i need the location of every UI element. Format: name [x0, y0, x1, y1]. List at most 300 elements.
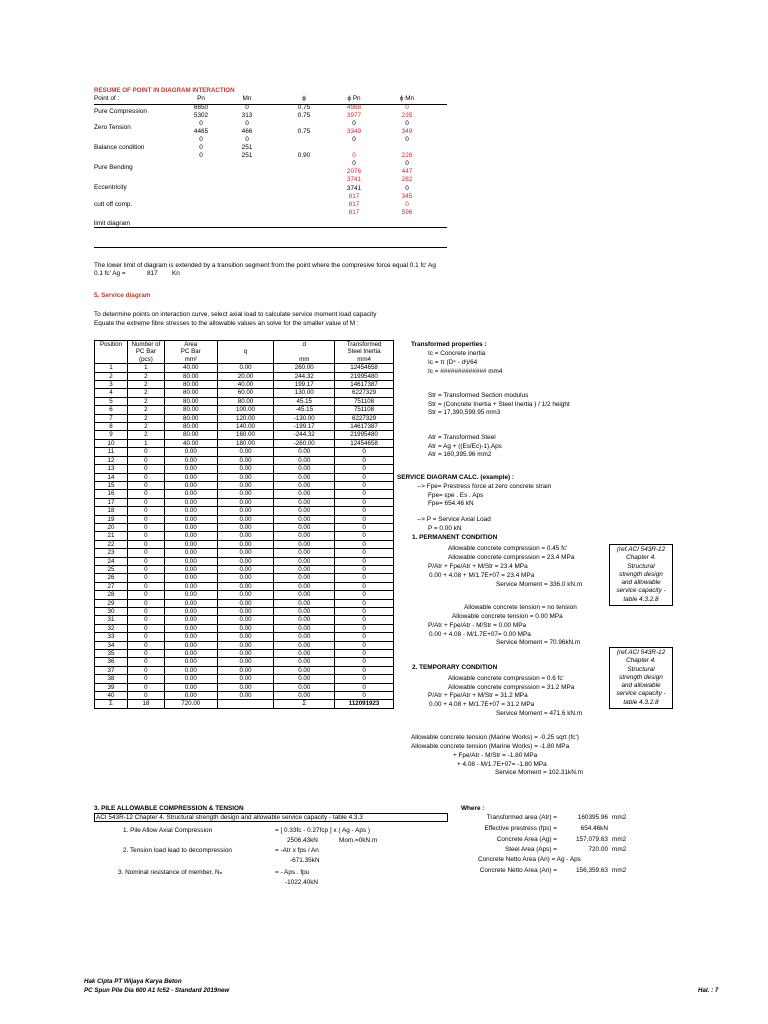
table-cell: 0.00 [164, 540, 217, 548]
table-cell: 0.00 [217, 608, 274, 616]
where-value: 160395.96 [577, 814, 608, 821]
resume-header-point: Point of : [94, 95, 120, 102]
table-cell: 2 [127, 397, 164, 405]
table-header-row [95, 348, 394, 355]
table-cell: mm² [164, 356, 217, 364]
temporary-line: 0.00 + 4.08 + M/1.7E+07 = 31.2 MPa [429, 701, 535, 708]
resume-cell: 0.75 [297, 111, 311, 119]
table-row [95, 523, 394, 531]
table-cell: 160.00 [217, 431, 274, 439]
table-row [95, 406, 394, 414]
table-cell: 2 [127, 389, 164, 397]
table-cell: 0.00 [217, 481, 274, 489]
table-cell: -260.00 [274, 439, 335, 447]
table-cell: 14617387 [335, 381, 394, 389]
ref-box-temporary: (ref.ACI 543R-12 Chapter 4. Structural strength design and allowable service capacity - table 4.3.2.8 [609, 647, 673, 709]
table-cell: 0.00 [274, 565, 335, 573]
table-cell: 0 [335, 692, 394, 700]
table-cell: 0 [335, 599, 394, 607]
table-row [95, 675, 394, 683]
resume-cell: 3741 [346, 176, 362, 184]
table-row [95, 372, 394, 380]
table-cell: 0.00 [164, 692, 217, 700]
where-value: 654.46kN [580, 825, 608, 832]
table-cell: 0 [335, 658, 394, 666]
resume-row-label: Balance condition [94, 143, 145, 151]
table-cell: 0.00 [217, 364, 274, 372]
table-cell: 0.00 [274, 692, 335, 700]
table-cell: 0.00 [164, 658, 217, 666]
table-cell: 34 [95, 641, 128, 649]
resume-cell: 0 [405, 103, 409, 111]
table-cell: 0 [127, 465, 164, 473]
resume-note2-unit: Kn [172, 270, 180, 277]
table-cell: 1 [127, 364, 164, 372]
table-row [95, 532, 394, 540]
table-cell: 0.00 [164, 616, 217, 624]
resume-cell: 5302 [193, 111, 209, 119]
table-cell: 0 [335, 498, 394, 506]
table-cell: 22 [95, 540, 128, 548]
table-cell: 0.00 [164, 591, 217, 599]
service-intro-1: To determine points on interaction curve, select axial load to calculate service moment load capacity [94, 311, 377, 318]
table-cell: 14617387 [335, 423, 394, 431]
table-row [95, 439, 394, 447]
table-cell: 0.00 [217, 565, 274, 573]
table-cell: 0 [127, 448, 164, 456]
table-cell: 120.00 [217, 414, 274, 422]
table-cell: -244.32 [274, 431, 335, 439]
resume-cell: 313 [241, 111, 253, 119]
table-cell: 27 [95, 582, 128, 590]
table-cell: 0.00 [164, 523, 217, 531]
table-cell: 0.00 [217, 599, 274, 607]
table-header-row [95, 356, 394, 364]
table-row [95, 498, 394, 506]
table-cell: 0.00 [164, 666, 217, 674]
table-cell: 0 [335, 448, 394, 456]
table-cell [274, 348, 335, 355]
resume-cell: 0 [245, 135, 249, 143]
table-cell: 751108 [335, 406, 394, 414]
table-row [95, 633, 394, 641]
resume-cell: 0 [245, 119, 249, 127]
table-cell: 0.00 [274, 532, 335, 540]
resume-cell: 447 [401, 168, 413, 176]
resume-title: RESUME OF POINT IN DIAGRAM INTERACTION [94, 87, 235, 94]
pile-item-value: 2506.43kN [287, 837, 318, 844]
table-cell: 180.00 [217, 439, 274, 447]
table-cell: 36 [95, 658, 128, 666]
table-cell: 13 [95, 465, 128, 473]
table-cell: 0.00 [217, 448, 274, 456]
table-cell: 0 [127, 549, 164, 557]
where-label: Transformed area (Atr) = [486, 814, 557, 821]
example-line: Fpe= εpe . Es . Aps [428, 491, 484, 499]
resume-cell: 0 [352, 119, 356, 127]
resume-cell: 0.75 [297, 127, 311, 135]
resume-cell: 251 [241, 144, 253, 151]
table-row [95, 591, 394, 599]
table-cell: 0.00 [217, 591, 274, 599]
table-cell: 0 [127, 498, 164, 506]
where-title: Where : [461, 805, 485, 812]
resume-header: ϕ [302, 95, 306, 102]
table-cell: 0 [335, 540, 394, 548]
table-cell: 0 [127, 666, 164, 674]
table-row [95, 582, 394, 590]
table-row [95, 683, 394, 691]
table-cell: 40.00 [164, 364, 217, 372]
table-cell: 40 [95, 692, 128, 700]
table-cell: 0.00 [274, 624, 335, 632]
resume-cell: 0 [405, 119, 409, 127]
ref-box-permanent: (ref.ACI 543R-12 Chapter 4. Structural strength design and allowable service capacity - table 4.3.2.8 [609, 544, 673, 606]
table-cell: 0 [127, 490, 164, 498]
table-cell: 0 [335, 633, 394, 641]
table-row [95, 624, 394, 632]
table-cell: 0 [127, 523, 164, 531]
table-cell: 7 [95, 414, 128, 422]
table-cell: 0 [335, 465, 394, 473]
table-cell: 0.00 [164, 683, 217, 691]
permanent-line: P/Atr + Fpe/Atr + M/Str = 23.4 MPa [428, 563, 528, 570]
table-cell: 0.00 [217, 666, 274, 674]
table-cell: 0 [127, 574, 164, 582]
where-unit: mm2 [612, 867, 627, 874]
props-line: Ic = π (D⁴ - dᶦ)/64 [428, 359, 478, 366]
where-label: Steel Area (Aps) = [504, 846, 557, 853]
table-cell: 0.00 [164, 515, 217, 523]
table-cell: 0 [335, 523, 394, 531]
table-cell: 0.00 [217, 650, 274, 658]
table-cell: 0 [127, 582, 164, 590]
table-cell: 2 [127, 431, 164, 439]
pile-item-label: 1. Pile Allow Axial Compression [123, 827, 213, 834]
table-cell: 0.00 [274, 574, 335, 582]
table-row [95, 364, 394, 372]
resume-cell: 817 [348, 192, 360, 200]
table-cell: 35 [95, 650, 128, 658]
table-cell: 0 [127, 599, 164, 607]
table-cell: 0.00 [164, 565, 217, 573]
table-row [95, 608, 394, 616]
permanent-line: Service Moment = 70.96kN.m [496, 639, 581, 646]
table-row [95, 473, 394, 481]
temporary-line: + Fpe/Atr - M/Str = -1.80 MPa [453, 752, 538, 759]
table-cell: 0 [335, 557, 394, 565]
table-cell: 140.00 [217, 423, 274, 431]
where-value: 720.00 [588, 846, 608, 853]
table-cell: 0 [335, 650, 394, 658]
table-cell: 0 [335, 683, 394, 691]
resume-row-label: limit diagram [94, 219, 131, 227]
footer-copyright: Hak Cipta PT Wijaya Karya Beton [84, 978, 182, 985]
table-cell: 0.00 [274, 616, 335, 624]
table-cell: 0.00 [164, 448, 217, 456]
table-cell: 9 [95, 431, 128, 439]
pile-item-formula: = [ 0.33fc - 0.27fcp ] x ( Ag - Aps ) [275, 827, 371, 834]
table-cell: 0.00 [164, 557, 217, 565]
table-cell [95, 348, 128, 355]
table-row [95, 666, 394, 674]
table-cell: 0.00 [274, 675, 335, 683]
table-cell: 12454658 [335, 439, 394, 447]
pile-item-value: -1022.40kN [285, 879, 319, 886]
table-cell: 0 [335, 549, 394, 557]
props-line: Ic = Concrete inertia [428, 350, 486, 357]
table-cell: 40.00 [217, 381, 274, 389]
table-cell: 0 [127, 616, 164, 624]
table-cell: 80.00 [164, 406, 217, 414]
table-cell: 0 [335, 473, 394, 481]
resume-cell: 345 [401, 192, 413, 200]
resume-cell: 6650 [193, 103, 209, 111]
table-cell: 30 [95, 608, 128, 616]
table-cell: 0.00 [274, 557, 335, 565]
table-cell: 11 [95, 448, 128, 456]
table-cell: 0 [127, 507, 164, 515]
table-cell: 100.00 [217, 406, 274, 414]
example-line: --> Fpe= Prestress force at zero concrete strain [417, 483, 552, 490]
where-value: 157,079.63 [576, 836, 608, 843]
table-cell: 31 [95, 616, 128, 624]
table-cell: 0.00 [164, 507, 217, 515]
table-cell: 0.00 [217, 624, 274, 632]
resume-cell: 0 [405, 200, 409, 208]
table-row [95, 490, 394, 498]
table-cell: 45.15 [274, 397, 335, 405]
table-cell: Σ [274, 700, 335, 708]
table-cell: 0.00 [217, 532, 274, 540]
table-row [95, 574, 394, 582]
resume-row-label: Pure Compression [94, 107, 147, 115]
table-cell: 2 [127, 423, 164, 431]
temporary-title: 2. TEMPORARY CONDITION [412, 664, 498, 671]
resume-cell: 0 [352, 152, 356, 160]
table-cell: 0.00 [217, 549, 274, 557]
table-cell: 0 [127, 532, 164, 540]
table-cell: 0.00 [274, 633, 335, 641]
table-cell: 0 [127, 473, 164, 481]
table-cell: 0.00 [274, 608, 335, 616]
table-cell: 0.00 [274, 490, 335, 498]
table-cell: 28 [95, 591, 128, 599]
table-cell: 0.00 [164, 473, 217, 481]
resume-cell: 282 [401, 176, 413, 184]
table-cell: 0 [335, 675, 394, 683]
resume-cell: 0 [352, 135, 356, 143]
temporary-line: Allowable concrete tension (Marine Works) = -0.25 sqrt (fc') [411, 734, 579, 741]
table-cell: Area [164, 341, 217, 349]
table-cell: 0 [335, 641, 394, 649]
table-cell: 0 [127, 481, 164, 489]
resume-cell: 4988 [346, 103, 362, 111]
table-cell: 8 [95, 423, 128, 431]
temporary-line: Service Moment = 102.31kN.m [495, 769, 583, 776]
table-cell: 0.00 [164, 465, 217, 473]
table-cell: 0 [335, 574, 394, 582]
table-cell [217, 700, 274, 708]
table-cell: 6227329 [335, 414, 394, 422]
pile-item-label: 3. Nominal resistance of member, Nₙ [118, 869, 223, 876]
table-cell: 0.00 [217, 515, 274, 523]
table-cell: Number of [127, 341, 164, 349]
table-cell: 0.00 [164, 498, 217, 506]
table-row [95, 381, 394, 389]
table-cell: 0.00 [164, 641, 217, 649]
resume-cell: 251 [241, 152, 253, 160]
table-cell: 0 [127, 591, 164, 599]
table-header-row [95, 341, 394, 349]
table-cell: 0.00 [217, 683, 274, 691]
table-row [95, 507, 394, 515]
permanent-line: Allowable concrete tension = no tension [464, 604, 577, 611]
table-cell: 2 [95, 372, 128, 380]
table-row [95, 616, 394, 624]
table-cell: 15 [95, 481, 128, 489]
resume-header: ϕ Mn [399, 95, 415, 102]
table-cell: 80.00 [164, 397, 217, 405]
resume-cell: 596 [401, 208, 413, 216]
table-cell: (pcs) [127, 356, 164, 364]
temporary-line: Service Moment = 471.6 kN.m [496, 709, 583, 717]
table-cell: 3 [95, 381, 128, 389]
table-row [95, 599, 394, 607]
table-row [95, 549, 394, 557]
table-cell: 0 [127, 624, 164, 632]
table-cell: 21 [95, 532, 128, 540]
table-cell: 0.00 [164, 675, 217, 683]
table-cell: 260.00 [274, 364, 335, 372]
table-cell: 0.00 [274, 507, 335, 515]
table-cell: 0 [127, 565, 164, 573]
pile-item-label: 2. Tension load lead to decompression [123, 847, 232, 854]
service-intro-2: Equate the extreme fibre stresses to the allowable values an solve for the smaller value of M : [94, 320, 359, 327]
table-cell: 0.00 [274, 456, 335, 464]
where-label: Effective prestress (fps) = [484, 825, 557, 832]
table-cell: 0 [335, 456, 394, 464]
resume-rule [94, 247, 447, 248]
table-cell: 0.00 [164, 624, 217, 632]
table-cell: 0 [127, 540, 164, 548]
table-cell: 0 [335, 507, 394, 515]
where-line: Concrete Netto Area (An) = Ag - Aps [478, 856, 581, 863]
pile-title: 3. PILE ALLOWABLE COMPRESSION & TENSION [94, 805, 244, 812]
resume-header: Mn [242, 95, 252, 102]
example-title: SERVICE DIAGRAM CALC. (example) : [397, 474, 515, 481]
temporary-line: + 4.08 - M/1.7E+07= -1.80 MPa [457, 760, 547, 768]
table-cell: 0 [127, 683, 164, 691]
resume-cell: 2076 [346, 168, 362, 176]
temporary-line: Allowable concrete tension (Marine Works) = -1.80 MPa [411, 743, 570, 750]
table-cell: 4 [95, 389, 128, 397]
table-cell: Steel Inertia [335, 348, 394, 355]
footer-document: PC Spun Pile Dia 600 A1 fc52 - Standard 2019new [84, 987, 230, 994]
table-cell: Σ [95, 700, 128, 708]
resume-cell: 0 [199, 135, 203, 143]
resume-row-label: Pure Bending [94, 163, 133, 171]
table-cell: 0.00 [274, 515, 335, 523]
where-label: Concrete Netto Area (An) = [479, 867, 557, 874]
table-cell: -45.15 [274, 406, 335, 414]
table-cell: 17 [95, 498, 128, 506]
resume-cell: 817 [348, 200, 360, 208]
table-cell: 0.00 [217, 616, 274, 624]
table-row [95, 423, 394, 431]
example-line: --> P = Service Axial Load [417, 516, 491, 523]
table-row [95, 414, 394, 422]
where-unit: mm2 [612, 846, 627, 853]
props-line: Atr = 160,395.96 mm2 [428, 451, 492, 458]
table-cell: q [217, 348, 274, 355]
resume-header: Pn [197, 95, 205, 102]
table-cell: 33 [95, 633, 128, 641]
table-cell: 0.00 [164, 574, 217, 582]
table-cell: -130.00 [274, 414, 335, 422]
props-line: Atr = Transformed Steel [428, 434, 496, 441]
resume-cell: 235 [401, 111, 413, 119]
table-cell: 0.00 [164, 549, 217, 557]
table-cell: 0.00 [217, 557, 274, 565]
table-cell: 0.00 [217, 574, 274, 582]
table-row [95, 658, 394, 666]
table-cell: 0.00 [164, 633, 217, 641]
permanent-line: Allowable concrete compression = 23.4 MPa [448, 554, 575, 561]
table-cell: 26 [95, 574, 128, 582]
table-cell: 0.00 [274, 591, 335, 599]
table-cell: 21995480 [335, 372, 394, 380]
table-row [95, 481, 394, 489]
table-cell: 0.00 [164, 456, 217, 464]
table-cell: 0.00 [217, 498, 274, 506]
table-row [95, 692, 394, 700]
table-cell: 80.00 [164, 389, 217, 397]
table-cell: PC Bar [127, 348, 164, 355]
table-cell: 10 [95, 439, 128, 447]
table-cell: 0.00 [217, 641, 274, 649]
table-cell: 0.00 [274, 448, 335, 456]
pile-item-formula: = -Atr x fps / An [275, 847, 319, 854]
table-cell: 6227329 [335, 389, 394, 397]
table-cell: Transformed [335, 341, 394, 349]
permanent-title: 1. PERMANENT CONDITION [412, 534, 498, 541]
aci-reference: ACI 543R-12 Chapter 4. Structural strength design and allowable service capacity - table 4.3.3 [94, 813, 448, 822]
permanent-line: Allowable concrete tension = 0.00 MPa [452, 613, 563, 620]
table-cell: 0.00 [164, 490, 217, 498]
resume-cell: 0.90 [297, 152, 311, 160]
table-cell: 112091923 [335, 700, 394, 708]
table-cell: 0 [127, 641, 164, 649]
resume-cell: 0 [199, 144, 203, 151]
table-row [95, 641, 394, 649]
table-cell: 1 [127, 439, 164, 447]
table-cell: 0.00 [274, 582, 335, 590]
temporary-line: Allowable concrete compression = 0.6 fc' [448, 675, 564, 682]
table-cell: 2 [127, 406, 164, 414]
table-cell: 0.00 [217, 465, 274, 473]
resume-cell: 3349 [346, 127, 362, 135]
resume-note2-label: 0.1 fc' Ag = [94, 270, 126, 277]
table-cell: 19 [95, 515, 128, 523]
table-cell: 0.00 [274, 650, 335, 658]
table-cell: 0.00 [274, 666, 335, 674]
table-cell: 0 [335, 515, 394, 523]
table-cell: 80.00 [164, 414, 217, 422]
table-cell: 80.00 [164, 423, 217, 431]
table-cell: 0 [127, 515, 164, 523]
service-title: 5. Service diagram [94, 292, 151, 299]
